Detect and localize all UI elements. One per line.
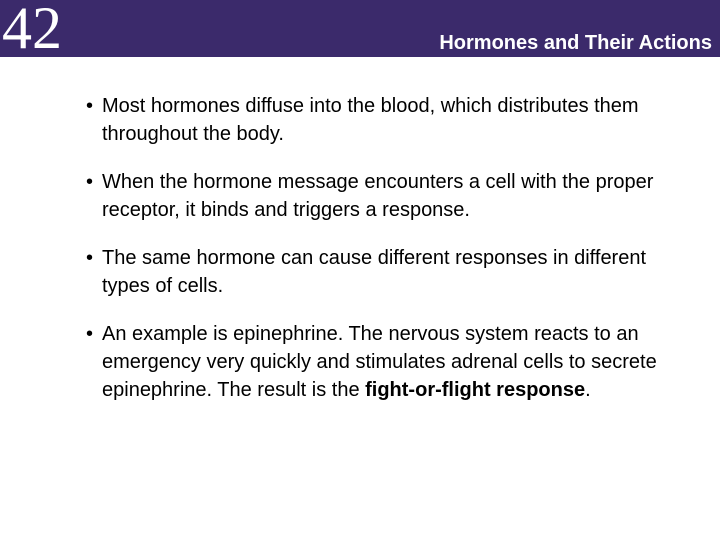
bullet-item xyxy=(86,92,666,148)
bullet-text: Most hormones diffuse into the blood, which distributes them throughout the body. xyxy=(102,95,639,145)
slide-title: Hormones and Their Actions xyxy=(439,32,712,54)
bullet-item xyxy=(86,168,666,224)
bullet-list xyxy=(86,92,666,424)
bullet-marker: • xyxy=(86,95,94,117)
chapter-number: 42 xyxy=(2,0,62,61)
bullet-item xyxy=(86,244,666,300)
header-bar xyxy=(0,0,720,61)
bullet-text: An example is epinephrine. The nervous system reacts to an emergency very quickly and stimulates adrenal cells to secrete epinephrine. The result is the xyxy=(102,323,657,401)
bullet-text: When the hormone message encounters a cell with the proper receptor, it binds and triggers a response. xyxy=(102,171,654,221)
bullet-text-end: . xyxy=(585,379,591,401)
bullet-bold-term: fight-or-flight response xyxy=(365,379,586,401)
bullet-marker: • xyxy=(86,323,94,345)
bullet-item xyxy=(86,320,666,404)
bullet-marker: • xyxy=(86,171,94,193)
bullet-marker: • xyxy=(86,247,94,269)
bullet-text: The same hormone can cause different responses in different types of cells. xyxy=(102,247,647,297)
